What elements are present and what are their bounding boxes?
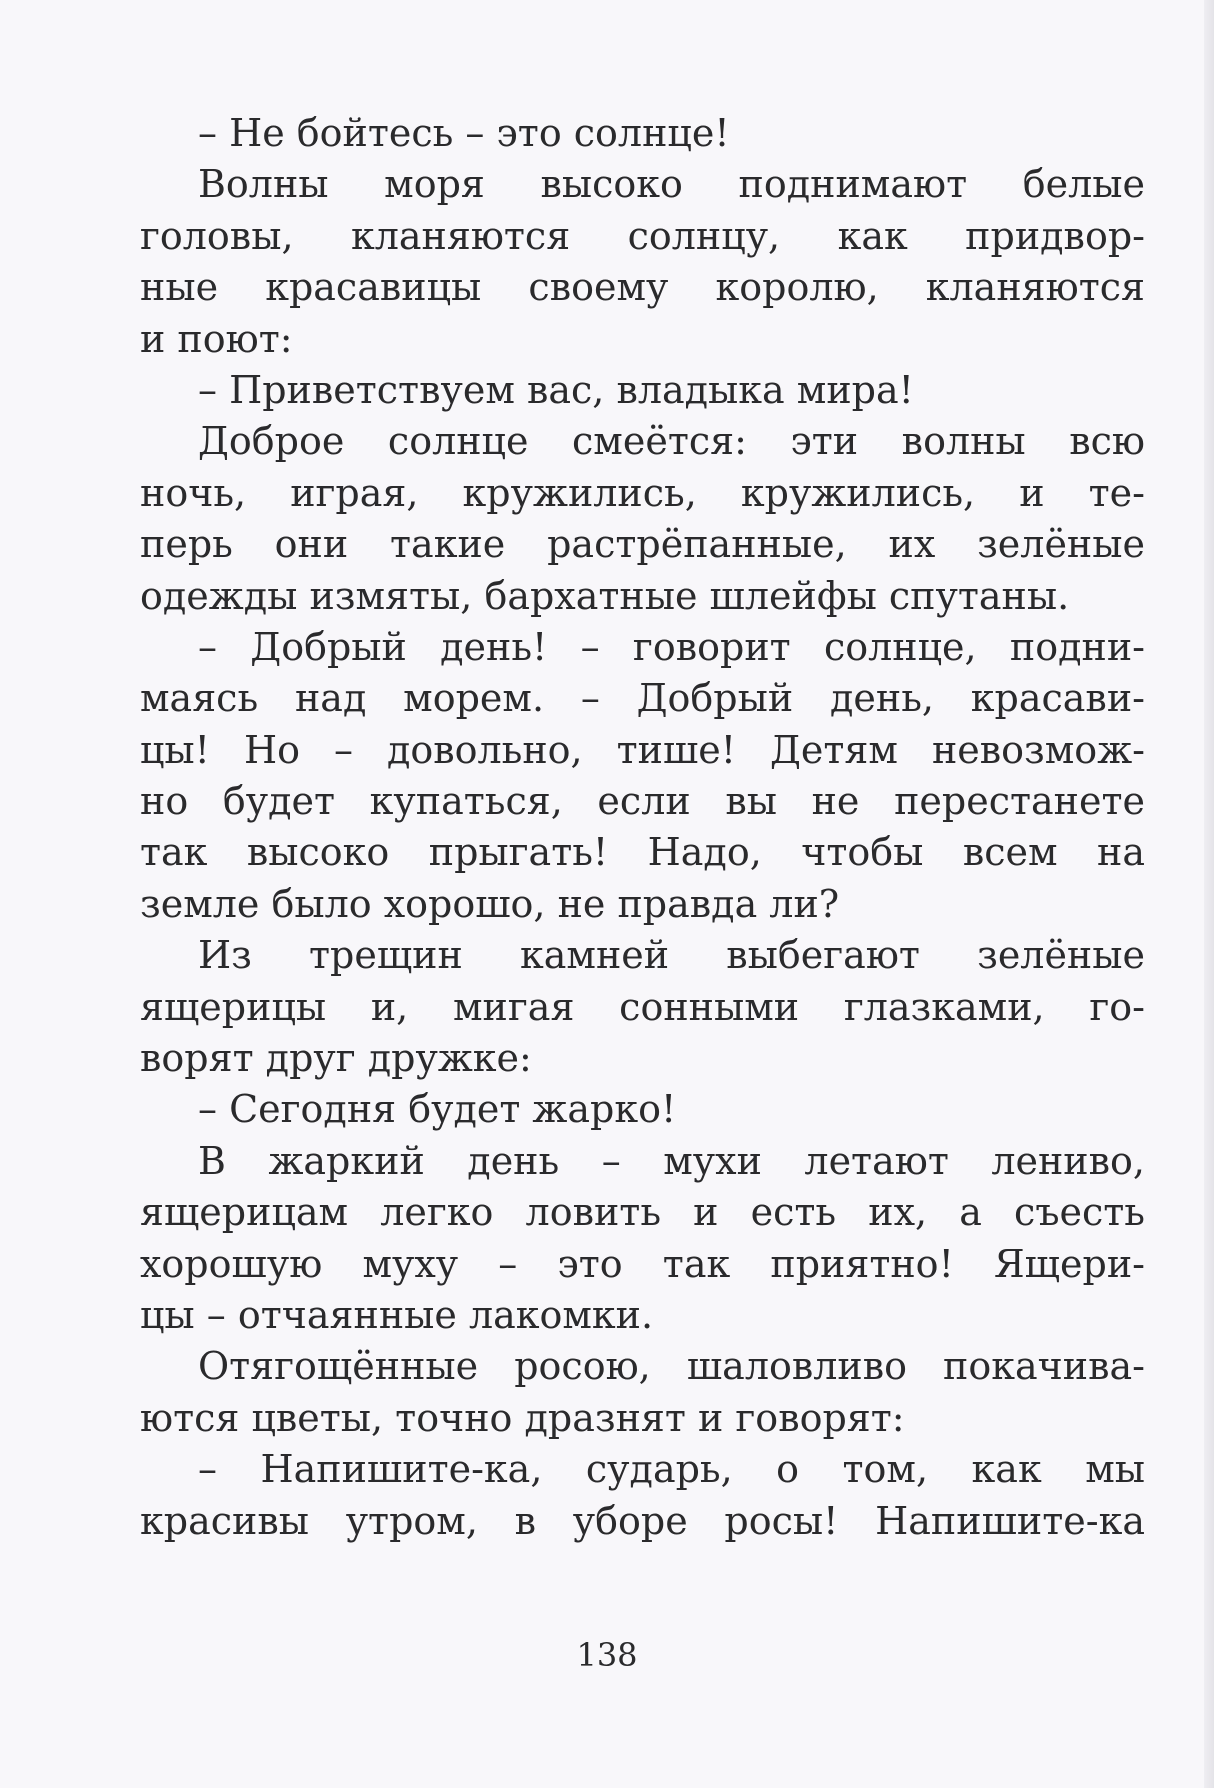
page-edge-shadow [1204,0,1214,1788]
text-line: ночь, играя, кружились, кружились, и те- [140,470,1145,515]
text-line: одежды измяты, бархатные шлейфы спутаны. [140,573,1070,618]
page-text [140,108,1145,1547]
text-line: перь они такие растрёпанные, их зелёные [140,522,1145,567]
text-line: цы – отчаянные лакомки. [140,1292,654,1337]
text-line: и поют: [140,316,293,361]
text-line: Из трещин камней выбегают зелёные [198,933,1145,978]
text-line: – Напишите-ка, сударь, о том, как мы [198,1447,1145,1492]
text-line: но будет купаться, если вы не перестанете [140,779,1145,824]
text-line: – Сегодня будет жарко! [198,1087,677,1132]
text-line: ворят друг дружке: [140,1036,532,1081]
text-line: земле было хорошо, не правда ли? [140,881,840,926]
text-line: головы, кланяются солнцу, как придвор- [140,213,1145,258]
text-line: – Приветствуем вас, владыка мира! [198,367,914,412]
text-line: ются цветы, точно дразнят и говорят: [140,1395,905,1440]
text-line: ящерицам легко ловить и есть их, а съесть [140,1190,1145,1235]
text-line: ящерицы и, мигая сонными глазками, го- [140,984,1145,1029]
text-line: Отягощённые росою, шаловливо покачива- [198,1344,1145,1389]
page-number: 138 [576,1636,638,1674]
text-line: маясь над морем. – Добрый день, красави- [140,676,1145,721]
text-line: так высоко прыгать! Надо, чтобы всем на [140,830,1145,875]
text-line: хорошую муху – это так приятно! Ящери- [140,1241,1145,1286]
text-line: Доброе солнце смеётся: эти волны всю [198,419,1145,464]
text-line: красивы утром, в уборе росы! Напишите-ка [140,1498,1145,1543]
text-line: цы! Но – довольно, тише! Детям невозмож- [140,727,1145,772]
text-line: В жаркий день – мухи летают лениво, [198,1138,1145,1183]
text-line: Волны моря высоко поднимают белые [198,162,1145,207]
text-line: – Не бойтесь – это солнце! [198,111,730,155]
text-line: ные красавицы своему королю, кланяются [140,265,1145,310]
text-line: – Добрый день! – говорит солнце, подни- [198,624,1145,669]
